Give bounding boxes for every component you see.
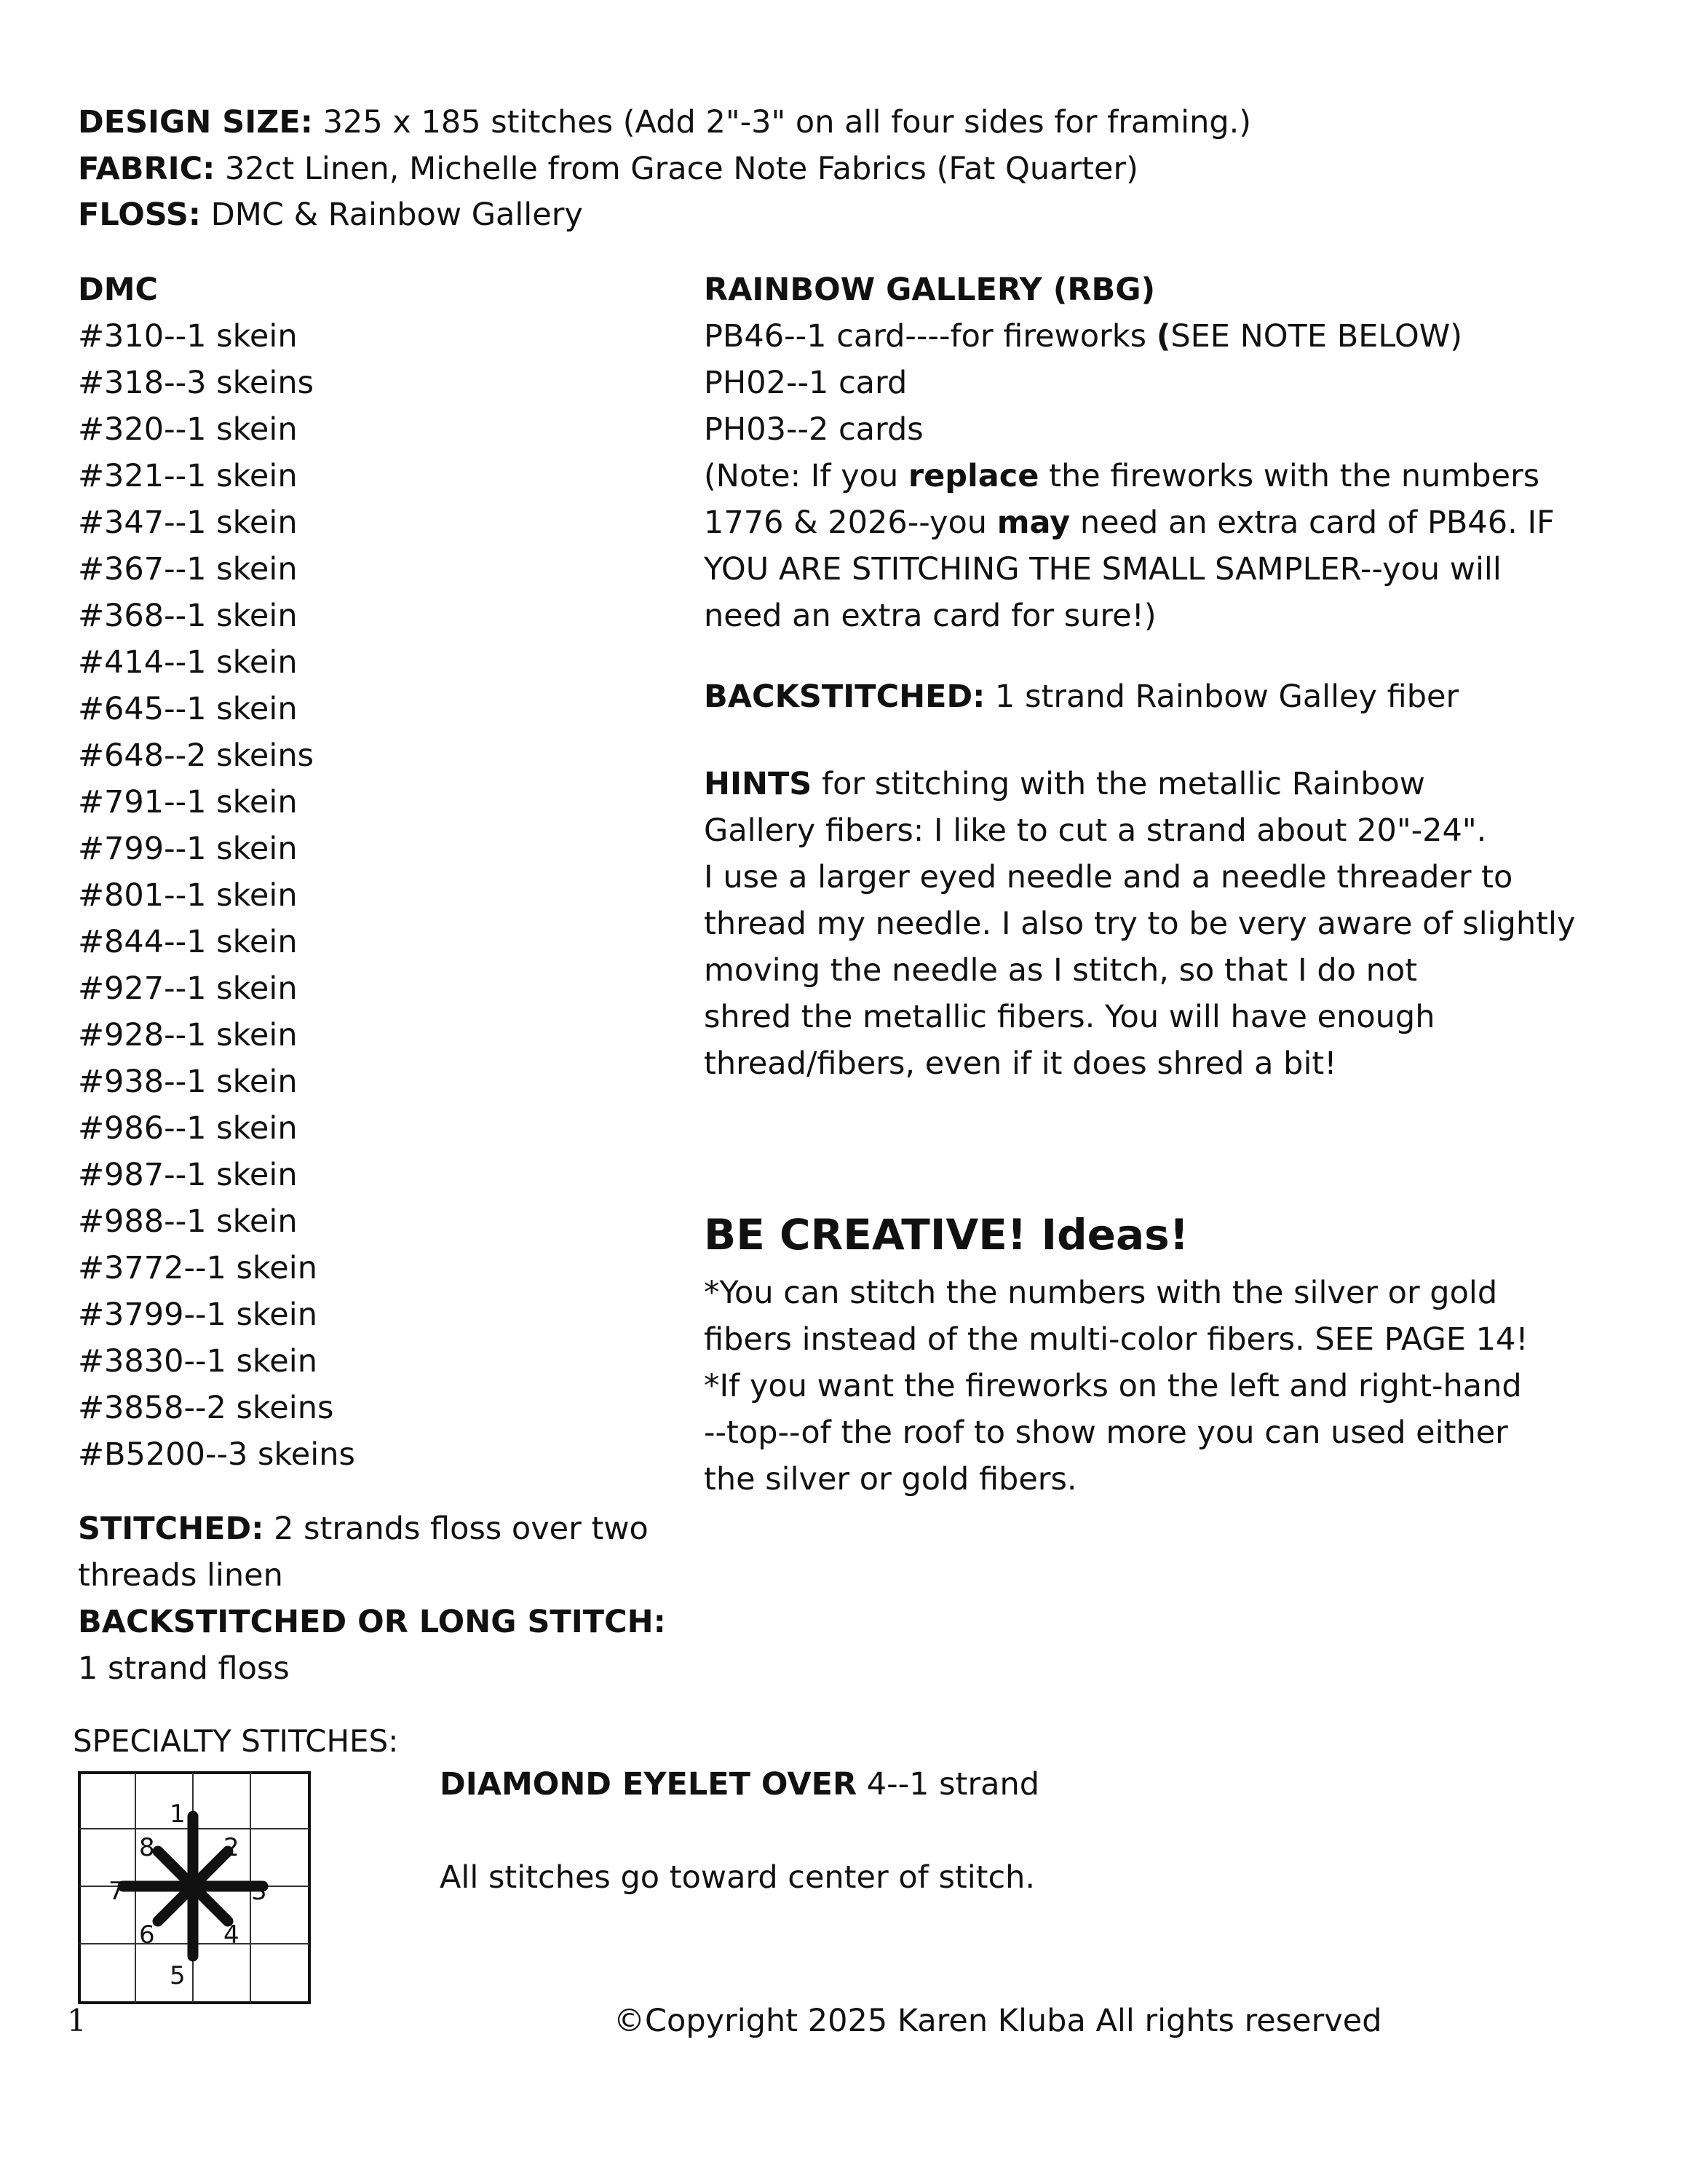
rbg-item-ph02: PH02--1 card (704, 365, 908, 401)
list-item: #414--1 skein (78, 644, 298, 681)
hints-text: thread my needle. I also try to be very aware of slightly (704, 906, 1576, 942)
stitched-value: 2 strands floss over two (263, 1511, 649, 1547)
backstitched-line (704, 673, 1459, 720)
creative-text: *You can stitch the numbers with the silver or gold (704, 1275, 1498, 1311)
rbg-note-text: YOU ARE STITCHING THE SMALL SAMPLER--you will (704, 551, 1502, 587)
fabric-line (78, 146, 1138, 192)
rbg-note-text: the fireworks with the numbers (1039, 458, 1540, 494)
diagram-label: 5 (170, 1961, 186, 1990)
diamond-eyelet-instruction: All stitches go toward center of stitch. (440, 1859, 1036, 1896)
hints-text: Gallery fibers: I like to cut a strand about 20"-24". (704, 812, 1487, 849)
diamond-eyelet-diagram (78, 1771, 311, 2004)
list-item: #938--1 skein (78, 1064, 298, 1100)
diagram-label: 3 (251, 1877, 267, 1906)
list-item: #928--1 skein (78, 1017, 298, 1053)
rbg-note-text: need an extra card of PB46. IF (1070, 505, 1555, 541)
list-item: #988--1 skein (78, 1203, 298, 1240)
dmc-heading: DMC (78, 272, 159, 308)
backstitched-long-value: 1 strand floss (78, 1650, 290, 1687)
stitched-label: STITCHED: (78, 1511, 264, 1547)
fabric-value: 32ct Linen, Michelle from Grace Note Fabrics (Fat Quarter) (215, 151, 1138, 187)
rbg-note-text: need an extra card for sure!) (704, 598, 1157, 634)
page-number: 1 (67, 2003, 87, 2038)
hints-text: for stitching with the metallic Rainbow (812, 766, 1425, 802)
list-item: #801--1 skein (78, 877, 298, 914)
list-item: #347--1 skein (78, 505, 298, 541)
list-item: #3799--1 skein (78, 1297, 317, 1333)
creative-heading: BE CREATIVE! Ideas! (704, 1210, 1189, 1259)
design-size-label: DESIGN SIZE: (78, 104, 314, 141)
hints-text: thread/fibers, even if it does shred a bit! (704, 1045, 1337, 1082)
copyright: ©Copyright 2025 Karen Kluba All rights reserved (614, 2003, 1382, 2039)
rbg-note-text: (Note: If you (704, 458, 908, 494)
stitched-block (78, 1506, 666, 1692)
creative-text: *If you want the fireworks on the left and right-hand (704, 1368, 1522, 1404)
design-size-line (78, 99, 1251, 146)
rbg-item-paren: ( (1156, 318, 1171, 355)
rbg-item-ph03: PH03--2 cards (704, 411, 924, 448)
list-item: #368--1 skein (78, 598, 298, 634)
diagram-label: 2 (223, 1833, 239, 1862)
stitched-value-cont: threads linen (78, 1557, 283, 1594)
rbg-note-text: 1776 & 2026--you (704, 505, 997, 541)
diagram-label: 1 (170, 1800, 186, 1829)
rbg-note-replace: replace (908, 458, 1039, 494)
design-size-value: 325 x 185 stitches (Add 2"-3" on all four sides for framing.) (313, 104, 1252, 141)
diamond-eyelet-title (440, 1761, 1039, 1808)
hints-text: shred the metallic fibers. You will have enough (704, 999, 1435, 1035)
floss-label: FLOSS: (78, 197, 201, 233)
floss-value: DMC & Rainbow Gallery (201, 197, 583, 233)
list-item: #791--1 skein (78, 784, 298, 820)
backstitched-long-label: BACKSTITCHED OR LONG STITCH: (78, 1604, 666, 1640)
list-item: #B5200--3 skeins (78, 1436, 355, 1473)
creative-text: the silver or gold fibers. (704, 1461, 1077, 1497)
diagram-label: 4 (223, 1920, 239, 1950)
rbg-block (704, 266, 1555, 639)
list-item: #367--1 skein (78, 551, 298, 587)
diagram-label: 6 (139, 1920, 155, 1950)
floss-line (78, 191, 583, 238)
list-item: #987--1 skein (78, 1157, 298, 1193)
hints-block (704, 761, 1575, 1087)
list-item: #927--1 skein (78, 970, 298, 1007)
rbg-item-note: SEE NOTE BELOW) (1170, 318, 1462, 355)
backstitched-value: 1 strand Rainbow Galley fiber (985, 678, 1459, 715)
list-item: #645--1 skein (78, 691, 298, 727)
list-item: #986--1 skein (78, 1110, 298, 1147)
rbg-heading: RAINBOW GALLERY (RBG) (704, 272, 1156, 308)
list-item: #310--1 skein (78, 318, 298, 355)
list-item: #648--2 skeins (78, 737, 314, 774)
creative-text: --top--of the roof to show more you can used either (704, 1415, 1508, 1451)
list-item: #318--3 skeins (78, 365, 314, 401)
dmc-list (78, 266, 355, 1478)
creative-block (704, 1206, 1529, 1503)
list-item: #799--1 skein (78, 831, 298, 867)
list-item: #844--1 skein (78, 924, 298, 960)
list-item: #3858--2 skeins (78, 1390, 334, 1426)
hints-label: HINTS (704, 766, 812, 802)
list-item: #320--1 skein (78, 411, 298, 448)
diagram-label: 7 (108, 1877, 124, 1906)
diamond-eyelet-title-rest: 4--1 strand (857, 1766, 1040, 1803)
list-item: #3830--1 skein (78, 1343, 317, 1380)
list-item: #3772--1 skein (78, 1250, 317, 1286)
hints-text: moving the needle as I stitch, so that I do not (704, 952, 1418, 989)
rbg-note-may: may (996, 505, 1071, 541)
creative-text: fibers instead of the multi-color fibers. SEE PAGE 14! (704, 1321, 1529, 1358)
list-item: #321--1 skein (78, 458, 298, 494)
diagram-label: 8 (139, 1833, 155, 1862)
specialty-heading: SPECIALTY STITCHES: (73, 1723, 399, 1759)
rbg-item-pb46: PB46--1 card----for fireworks (704, 318, 1157, 355)
diamond-eyelet-title-bold: DIAMOND EYELET OVER (440, 1766, 857, 1803)
fabric-label: FABRIC: (78, 151, 215, 187)
backstitched-label: BACKSTITCHED: (704, 678, 986, 715)
hints-text: I use a larger eyed needle and a needle threader to (704, 859, 1513, 895)
